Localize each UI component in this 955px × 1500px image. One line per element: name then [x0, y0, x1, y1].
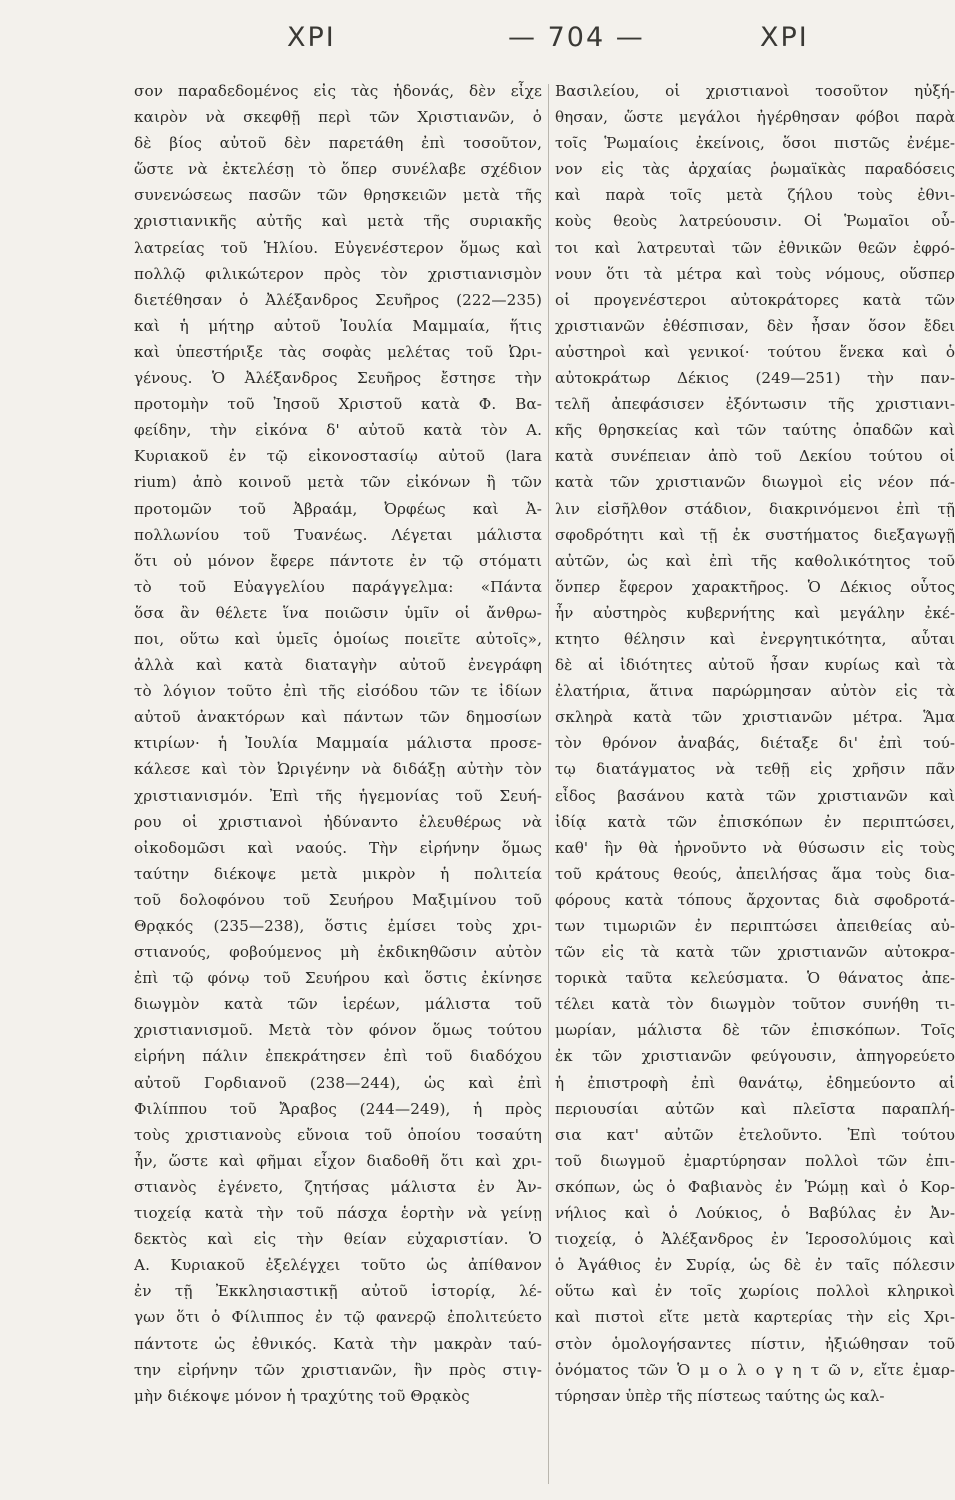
- text-line: ὁ Ἀγάθιος ἐν Συρίᾳ, ὡς δὲ ἐν ταῖς πόλεσιν: [555, 1256, 955, 1275]
- text-line: καὶ πιστοὶ εἴτε μετὰ καρτερίας τὴν εἰς Χρι-: [555, 1308, 955, 1327]
- text-line: τελῆ ἀπεφάσισεν ἐξόντωσιν τῆς χριστιανι-: [555, 395, 955, 414]
- column-divider: [548, 84, 549, 1484]
- text-line: τοῦ κράτους θεούς, ἀπειλήσας ἅμα τοὺς δια-: [555, 864, 955, 883]
- text-line: ἦν, ὥστε καὶ φῆμαι εἶχον διαδοθῆ ὅτι καὶ χρι-: [134, 1151, 542, 1170]
- text-line: την εἰρήνην τῶν χριστιανῶν, ἣν πρὸς στιγ-: [134, 1360, 542, 1379]
- text-line: τοῖς Ῥωμαίοις ἐκείνοις, ὅσοι πιστῶς ἐνέμε-: [555, 134, 955, 153]
- text-line: ἐπὶ τῷ φόνῳ τοῦ Σευήρου καὶ ὅστις ἐκίνησε: [134, 969, 542, 988]
- text-line: τὸ λόγιον τοῦτο ἐπὶ τῆς εἰσόδου τῶν τε ἰδίων: [134, 682, 542, 701]
- text-line: εἶδος βασάνου κατὰ τῶν χριστιανῶν καὶ: [555, 786, 955, 805]
- text-line: καὶ ὑπεστήριξε τὰς σοφὰς μελέτας τοῦ Ὠρι-: [134, 342, 542, 361]
- text-line: οὕτω καὶ ἐν τοῖς χωρίοις πολλοὶ κληρικοὶ: [555, 1282, 955, 1301]
- text-line: σον παραδεδομένος εἰς τὰς ἡδονάς, δὲν εἶχε: [134, 82, 542, 100]
- text-line: τιοχείᾳ, ὁ Ἀλέξανδρος ἐν Ἱεροσολύμοις καὶ: [555, 1230, 955, 1249]
- text-line: ἀλλὰ καὶ κατὰ διαταγὴν αὐτοῦ ἐνεγράφη: [134, 656, 542, 675]
- text-line: κτιρίων· ἡ Ἰουλία Μαμμαία μάλιστα προσε-: [134, 734, 542, 753]
- text-line: οἱ προγενέστεροι αὐτοκράτορες κατὰ τῶν: [555, 290, 955, 309]
- text-line: χριστιανισμοῦ. Μετὰ τὸν φόνον ὅμως τούτου: [134, 1021, 542, 1040]
- text-line: τῶν εἰς τὰ κατὰ τῶν χριστιανῶν αὐτοκρα-: [555, 943, 955, 962]
- text-line: αὐτοκράτωρ Δέκιος (249—251) τὴν παν-: [555, 369, 955, 388]
- text-line: στιανούς, φοβούμενος μὴ ἐκδικηθῶσιν αὐτὸν: [134, 943, 542, 962]
- text-line: συνενώσεως πασῶν τῶν θρησκειῶν μετὰ τῆς: [134, 186, 542, 205]
- page-header: [0, 22, 955, 72]
- text-line: ρου οἱ χριστιανοὶ ἠδύναντο ἐλευθέρως νὰ: [134, 812, 542, 831]
- text-line: προτομῶν τοῦ Ἀβραάμ, Ὀρφέως καὶ Ἀ-: [134, 499, 542, 518]
- left-text-column: [134, 78, 542, 1488]
- text-line: ὅνπερ ἔφερον χαρακτῆρος. Ὁ Δέκιος οὗτος: [555, 577, 955, 596]
- text-line: τοῦ δολοφόνου τοῦ Σευήρου Μαξιμίνου τοῦ: [134, 890, 542, 909]
- text-line: ἰδίᾳ κατὰ τῶν ἐπισκόπων ἐν περιπτώσει,: [555, 812, 955, 831]
- text-line: ὅσα ἂν θέλετε ἵνα ποιῶσιν ὑμῖν οἱ ἄνθρω-: [134, 603, 542, 622]
- text-line: στιανὸς ἐγένετο, ζητήσας μάλιστα ἐν Ἀν-: [134, 1177, 542, 1196]
- header-right-keyword: ΧΡΙ: [760, 22, 809, 53]
- text-line: ὥστε νὰ ἐκτελέσῃ τὸ ὅπερ συνέλαβε σχέδιον: [134, 160, 542, 179]
- text-line: τῳ διατάγματος νὰ τεθῇ εἰς χρῆσιν πᾶν: [555, 760, 955, 779]
- text-line: ἡ ἐπιστροφὴ ἐπὶ θανάτῳ, ἐδημεύοντο αἱ: [555, 1073, 955, 1092]
- text-line: σφοδρότητι καὶ τῇ ἐκ συστήματος διεξαγωγῇ: [555, 525, 955, 544]
- text-line: πολλωνίου τοῦ Τυανέως. Λέγεται μάλιστα: [134, 525, 542, 544]
- text-line: ἐκ τῶν χριστιανῶν φεύγουσιν, ἀπηγορεύετο: [555, 1047, 955, 1066]
- text-line: καὶ παρὰ τοῖς μετὰ ζήλου τοὺς ἐθνι-: [555, 186, 955, 205]
- text-line: κάλεσε καὶ τὸν Ὠριγένην νὰ διδάξῃ αὐτὴν τὸν: [134, 760, 542, 779]
- text-line: εἰρήνη πάλιν ἐπεκράτησεν ἐπὶ τοῦ διαδόχου: [134, 1047, 542, 1066]
- text-line: ἐλατήρια, ἅτινα παρώρμησαν αὐτὸν εἰς τὰ: [555, 682, 955, 701]
- text-line: μὴν διέκοψε μόνον ἡ τραχύτης τοῦ Θρᾳκὸς: [134, 1386, 470, 1405]
- text-line: των τιμωριῶν ἐν περιπτώσει ἀπειθείας αὐ-: [555, 917, 955, 935]
- text-line: προτομὴν τοῦ Ἰησοῦ Χριστοῦ κατὰ Φ. Βα-: [134, 395, 542, 414]
- text-line: κοὺς θεοὺς λατρεύουσιν. Οἱ Ῥωμαῖοι οὗ-: [555, 212, 955, 231]
- text-line: οἰκοδομῶσι καὶ ναούς. Τὴν εἰρήνην ὅμως: [134, 838, 542, 857]
- text-line: ὀνόματος τῶν Ὁ μ ο λ ο γ η τ ῶ ν, εἴτε ἐμαρ-: [555, 1360, 955, 1379]
- text-line: τοῦ διωγμοῦ ἐμαρτύρησαν πολλοὶ τῶν ἐπι-: [555, 1151, 955, 1170]
- text-line: σκόπων, ὡς ὁ Φαβιανὸς ἐν Ῥώμῃ καὶ ὁ Κορ-: [555, 1177, 955, 1196]
- text-line: καθ' ἣν θὰ ἠρνοῦντο νὰ θύσωσιν εἰς τοὺς: [555, 838, 955, 857]
- text-line: τοι καὶ λατρευταὶ τῶν ἐθνικῶν θεῶν ἐφρό-: [555, 238, 955, 257]
- text-line: Α. Κυριακοῦ ἐξελέγχει τοῦτο ὡς ἀπίθανον: [134, 1256, 542, 1275]
- text-line: μωρίαν, μάλιστα δὲ τῶν ἐπισκόπων. Τοῖς: [555, 1021, 955, 1040]
- text-line: γων ὅτι ὁ Φίλιππος ἐν τῷ φανερῷ ἐπολιτεύετο: [134, 1308, 542, 1327]
- text-line: ἐν τῇ Ἐκκλησιαστικῇ αὐτοῦ ἱστορίᾳ, λέ-: [134, 1282, 542, 1301]
- text-line: τὸ τοῦ Εὐαγγελίου παράγγελμα: «Πάντα: [134, 577, 542, 596]
- text-line: χριστιανῶν ἐθέσπισαν, δὲν ἦσαν ὅσον ἔδει: [555, 316, 955, 335]
- right-text-column: [555, 78, 955, 1488]
- text-line: Θρᾳκός (235—238), ὅστις ἐμίσει τοὺς χρι-: [134, 917, 542, 935]
- text-line: διωγμὸν κατὰ τῶν ἱερέων, μάλιστα τοῦ: [134, 995, 542, 1014]
- text-line: χριστιανικῆς αὐτῆς καὶ μετὰ τῆς συριακῆς: [134, 212, 542, 231]
- text-line: Κυριακοῦ ἐν τῷ εἰκονοστασίῳ αὐτοῦ (lara: [134, 447, 542, 466]
- text-line: πάντοτε ὡς ἐθνικός. Κατὰ τὴν μακρὰν ταύ-: [134, 1334, 542, 1353]
- text-line: θησαν, ὥστε μεγάλοι ἠγέρθησαν φόβοι παρὰ: [555, 108, 955, 127]
- text-line: τορικὰ ταῦτα κελεύσματα. Ὁ θάνατος ἀπε-: [555, 969, 955, 988]
- text-line: ὅτι οὐ μόνον ἔφερε πάντοτε ἐν τῷ στόματι: [134, 551, 542, 570]
- text-line: λιν εἰσῆλθον στάδιον, διακρινόμενοι ἐπὶ τῇ: [555, 499, 955, 518]
- text-line: σκληρὰ κατὰ τῶν χριστιανῶν μέτρα. Ἅμα: [555, 708, 955, 727]
- text-line: σια κατ' αὐτῶν ἐτελοῦντο. Ἐπὶ τούτου: [555, 1125, 955, 1144]
- text-line: χριστιανισμόν. Ἐπὶ τῆς ἡγεμονίας τοῦ Σευή-: [134, 786, 542, 805]
- text-line: αὐτῶν, ὡς καὶ ἐπὶ τῆς καθολικότητος τοῦ: [555, 551, 955, 570]
- header-left-keyword: ΧΡΙ: [287, 22, 336, 53]
- text-line: καιρὸν νὰ σκεφθῇ περὶ τῶν Χριστιανῶν, ὁ: [134, 108, 542, 127]
- text-line: γένους. Ὁ Ἀλέξανδρος Σευῆρος ἔστησε τὴν: [134, 369, 542, 388]
- text-line: νήλιος καὶ ὁ Λούκιος, ὁ Βαβύλας ἐν Ἀν-: [555, 1204, 955, 1223]
- text-line: κατὰ τῶν χριστιανῶν διωγμοὶ εἰς νέον πά-: [555, 473, 955, 492]
- text-line: περιουσίαι αὐτῶν καὶ πλεῖστα παραπλή-: [555, 1099, 955, 1118]
- text-line: λατρείας τοῦ Ἡλίου. Εὐγενέστερον ὅμως καὶ: [134, 238, 542, 257]
- text-line: φείδην, τὴν εἰκόνα δ' αὐτοῦ κατὰ τὸν Α.: [134, 421, 542, 440]
- text-line: Φιλίππου τοῦ Ἄραβος (244—249), ἡ πρὸς: [134, 1099, 542, 1118]
- text-line: τύρησαν ὑπὲρ τῆς πίστεως ταύτης ὡς καλ-: [555, 1386, 885, 1405]
- text-line: καὶ ἡ μήτηρ αὐτοῦ Ἰουλία Μαμμαία, ἥτις: [134, 316, 542, 335]
- page-number: — 704 —: [508, 22, 645, 53]
- text-line: νουν ὅτι τὰ μέτρα καὶ τοὺς νόμους, οὕσπερ: [555, 264, 955, 283]
- text-line: αὐτοῦ ἀνακτόρων καὶ πάντων τῶν δημοσίων: [134, 708, 542, 727]
- text-line: δὲ αἱ ἰδιότητες αὐτοῦ ἦσαν κυρίως καὶ τὰ: [555, 656, 955, 675]
- text-line: αὐτοῦ Γορδιανοῦ (238—244), ὡς καὶ ἐπὶ: [134, 1073, 542, 1092]
- text-line: φόρους κατὰ τόπους ἄρχοντας διὰ σφοδροτά-: [555, 890, 955, 909]
- text-line: δὲ βίος αὐτοῦ δὲν παρετάθη ἐπὶ τοσοῦτον,: [134, 134, 542, 153]
- text-line: ταύτην διέκοψε μετὰ μικρὸν ἡ πολιτεία: [134, 864, 542, 883]
- text-line: νον εἰς τὰς ἀρχαίας ῥωμαϊκὰς παραδόσεις: [555, 160, 955, 179]
- text-line: Βασιλείου, οἱ χριστιανοὶ τοσοῦτον ηὐξή-: [555, 82, 955, 100]
- text-line: κτητο θέλησιν καὶ ἐνεργητικότητα, αὗται: [555, 629, 955, 648]
- text-line: κῆς θρησκείας καὶ τῶν ταύτης ὀπαδῶν καὶ: [555, 421, 955, 440]
- text-line: πολλῷ φιλικώτερον πρὸς τὸν χριστιανισμὸν: [134, 264, 542, 283]
- text-line: ποι, οὕτω καὶ ὑμεῖς ὁμοίως ποιεῖτε αὐτοῖς»,: [134, 629, 542, 648]
- text-line: διετέθησαν ὁ Ἀλέξανδρος Σευῆρος (222—235): [134, 290, 542, 309]
- text-line: στὸν ὁμολογήσαντες πίστιν, ἠξιώθησαν τοῦ: [555, 1334, 955, 1353]
- text-line: τέλει κατὰ τὸν διωγμὸν τοῦτον συνήθη τι-: [555, 995, 955, 1014]
- text-line: δεκτὸς καὶ εἰς τὴν θείαν εὐχαριστίαν. Ὁ: [134, 1230, 542, 1249]
- text-line: τὸν θρόνον ἀναβάς, διέταξε δι' ἐπὶ τού-: [555, 734, 955, 753]
- text-line: τοὺς χριστιανοὺς εὔνοια τοῦ ὁποίου τοσαύτη: [134, 1125, 542, 1144]
- text-line: κατὰ συνέπειαν ἀπὸ τοῦ Δεκίου τούτου οἱ: [555, 447, 955, 466]
- text-line: rium) ἀπὸ κοινοῦ μετὰ τῶν εἰκόνων ἢ τῶν: [134, 473, 542, 492]
- text-line: τιοχείᾳ κατὰ τὴν τοῦ πάσχα ἑορτὴν νὰ γείνῃ: [134, 1204, 542, 1223]
- text-line: ἦν αὐστηρὸς κυβερνήτης καὶ μεγάλην ἐκέ-: [555, 603, 955, 622]
- text-line: αὐστηροὶ καὶ γενικοί· τούτου ἕνεκα καὶ ὁ: [555, 342, 955, 361]
